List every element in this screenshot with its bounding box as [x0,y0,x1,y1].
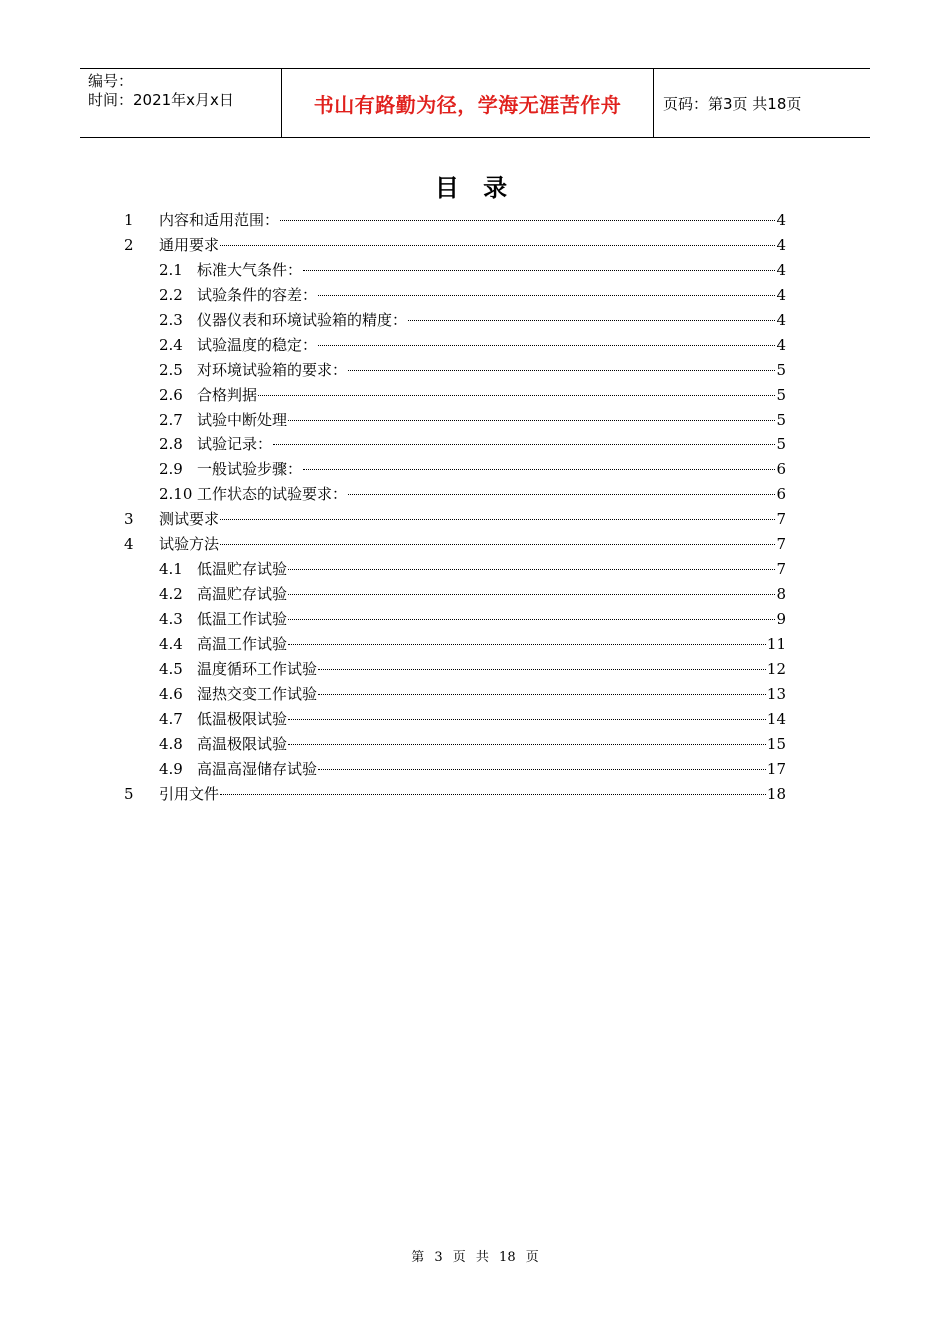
toc-leader-dots [303,270,775,271]
toc-leader-dots [220,544,775,545]
toc-entry-line [197,358,786,383]
toc-entry[interactable] [0,707,950,732]
toc-entry[interactable] [0,607,950,632]
toc-entry-label: 工作状态的试验要求： [197,485,348,504]
toc-entry-number: 2.9 [159,460,183,479]
toc-entry-page: 5 [776,435,786,454]
toc-entry-label: 高温极限试验 [197,734,288,753]
toc-entry-label: 低温贮存试验 [197,560,288,579]
toc-leader-dots [303,469,775,470]
toc-entry-number: 2.4 [159,335,183,354]
toc-leader-dots [348,370,775,371]
toc-entry-label: 低温极限试验 [197,709,288,728]
toc-entry-line [197,333,786,358]
toc-entry-page: 17 [766,759,786,778]
toc-entry-line [159,532,786,557]
toc-leader-dots [408,320,775,321]
toc-leader-dots [273,444,775,445]
toc-leader-dots [318,669,766,670]
toc-entry-label: 试验温度的稳定： [197,335,318,354]
toc-entry-page: 12 [766,659,786,678]
toc-entry-number: 4 [124,535,134,554]
toc-entry-number: 5 [124,784,134,803]
toc-entry-line [197,607,786,632]
toc-entry[interactable] [0,358,950,383]
toc-entry-line [197,557,786,582]
toc-entry[interactable] [0,632,950,657]
toc-entry[interactable] [0,383,950,408]
toc-entry-number: 2.6 [159,385,183,404]
toc-entry-page: 4 [776,335,786,354]
toc-entry-page: 6 [776,485,786,504]
header-meta [80,69,281,137]
toc-entry-line [159,782,786,807]
toc-entry-label: 试验条件的容差： [197,285,318,304]
toc-entry-page: 5 [776,410,786,429]
toc-entry-page: 5 [776,385,786,404]
toc-entry-label: 试验记录： [197,435,273,454]
toc-entry-label: 高温高湿储存试验 [197,759,318,778]
toc-entry-page: 18 [766,784,786,803]
toc-entry[interactable] [0,408,950,433]
toc-entry[interactable] [0,782,950,807]
toc-entry-page: 9 [776,610,786,628]
toc-entry-label: 内容和适用范围： [159,211,280,229]
toc-entry-label: 对环境试验箱的要求： [197,360,348,379]
toc-leader-dots [220,519,775,520]
toc-leader-dots [288,719,766,720]
toc-entry-page: 15 [766,734,786,753]
header-date-label: 时间：2021年x月x日 [88,91,234,109]
toc-entry-page: 6 [776,460,786,479]
toc-entry-number: 2.8 [159,435,183,454]
toc-entry-number: 2 [124,235,134,254]
toc-leader-dots [318,694,766,695]
toc-entry-line [197,582,786,607]
toc-leader-dots [220,794,766,795]
toc-entry[interactable] [0,283,950,308]
toc-entry-page: 7 [776,510,786,529]
toc-entry-page: 4 [776,310,786,329]
toc-leader-dots [288,420,775,421]
toc-entry-label: 高温工作试验 [197,634,288,653]
toc-entry-number: 2.2 [159,285,183,304]
toc-entry-number: 4.3 [159,610,183,628]
toc-entry[interactable] [0,732,950,757]
toc-leader-dots [318,769,766,770]
toc-entry-label: 通用要求 [159,235,220,254]
toc-leader-dots [318,295,775,296]
toc-entry-label: 仪器仪表和环境试验箱的精度： [197,310,408,329]
toc-leader-dots [348,494,775,495]
toc-entry-label: 高温贮存试验 [197,585,288,604]
toc-leader-dots [318,345,775,346]
toc-entry-number: 4.7 [159,709,183,728]
toc-entry-page: 4 [776,235,786,254]
toc-entry[interactable] [0,333,950,358]
toc-entry-label: 合格判据 [197,385,258,404]
toc-entry-label: 温度循环工作试验 [197,659,318,678]
header-motto: 书山有路勤为径，学海无涯苦作舟 [281,69,654,137]
toc-entry[interactable] [0,532,950,557]
toc-entry-number: 4.8 [159,734,183,753]
toc-leader-dots [288,744,766,745]
toc-entry-line [197,632,786,657]
toc-entry-number: 4.6 [159,684,183,703]
toc-entry-number: 4.5 [159,659,183,678]
toc-leader-dots [280,220,775,221]
toc-entry-label: 标准大气条件： [197,260,303,279]
toc-entry-line [159,507,786,532]
toc-entry-line [197,432,786,457]
page-header [80,68,870,138]
toc-entry-page: 4 [776,211,786,229]
toc-entry-label: 低温工作试验 [197,610,288,628]
toc-entry-number: 4.4 [159,634,183,653]
toc-entry-number: 2.10 [159,485,193,504]
toc-entry-line [197,657,786,682]
page-footer: 第 3 页 共 18 页 [411,1250,539,1265]
toc-leader-dots [258,395,775,396]
toc-entry[interactable] [0,482,950,507]
toc-entry-number: 3 [124,510,134,529]
toc-entry-line [197,308,786,333]
toc-entry[interactable] [0,757,950,782]
toc-entry[interactable] [0,432,950,457]
toc-leader-dots [288,594,775,595]
toc-entry-line [197,258,786,283]
header-number-label: 编号： [88,72,134,90]
toc-entry-line [197,682,786,707]
toc-title: 目 录 [434,174,516,202]
toc-entry-page: 4 [776,260,786,279]
toc-entry-line [197,283,786,308]
toc-leader-dots [288,619,775,620]
toc-entry-label: 试验方法 [159,535,220,554]
toc-entry[interactable] [0,507,950,532]
toc-entry-line [197,757,786,782]
toc-entry-number: 2.3 [159,310,183,329]
toc-entry[interactable] [0,258,950,283]
toc-entry-page: 13 [766,684,786,703]
toc-entry[interactable] [0,582,950,607]
toc-entry-line [159,208,786,233]
toc-entry-line [197,707,786,732]
toc-leader-dots [288,569,775,570]
toc-entry-label: 引用文件 [159,784,220,803]
toc-entry-page: 5 [776,360,786,379]
toc-entry-page: 7 [776,535,786,554]
toc-entry-number: 4.9 [159,759,183,778]
table-of-contents [0,208,950,807]
toc-entry[interactable] [0,308,950,333]
toc-entry-line [197,482,786,507]
toc-entry-page: 7 [776,560,786,579]
toc-leader-dots [220,245,775,246]
toc-entry-line [197,408,786,433]
toc-entry-page: 4 [776,285,786,304]
toc-entry-label: 试验中断处理 [197,410,288,429]
toc-entry[interactable] [0,657,950,682]
toc-entry[interactable] [0,557,950,582]
toc-entry-number: 1 [124,211,134,229]
toc-entry-number: 4.2 [159,585,183,604]
toc-entry[interactable] [0,233,950,258]
toc-entry-number: 4.1 [159,560,183,579]
toc-entry-label: 湿热交变工作试验 [197,684,318,703]
toc-entry-number: 2.5 [159,360,183,379]
toc-entry-page: 14 [766,709,786,728]
toc-entry-line [197,732,786,757]
toc-entry-number: 2.1 [159,260,183,279]
toc-leader-dots [288,644,766,645]
header-page-label: 页码：第3页 共18页 [663,94,802,113]
toc-entry-number: 2.7 [159,410,183,429]
toc-entry-page: 8 [776,585,786,604]
toc-entry-label: 一般试验步骤： [197,460,303,479]
toc-entry[interactable] [0,457,950,482]
toc-entry[interactable] [0,208,950,233]
toc-entry[interactable] [0,682,950,707]
toc-entry-line [197,457,786,482]
toc-entry-line [197,383,786,408]
toc-entry-page: 11 [766,634,786,653]
toc-entry-line [159,233,786,258]
toc-entry-label: 测试要求 [159,510,220,529]
